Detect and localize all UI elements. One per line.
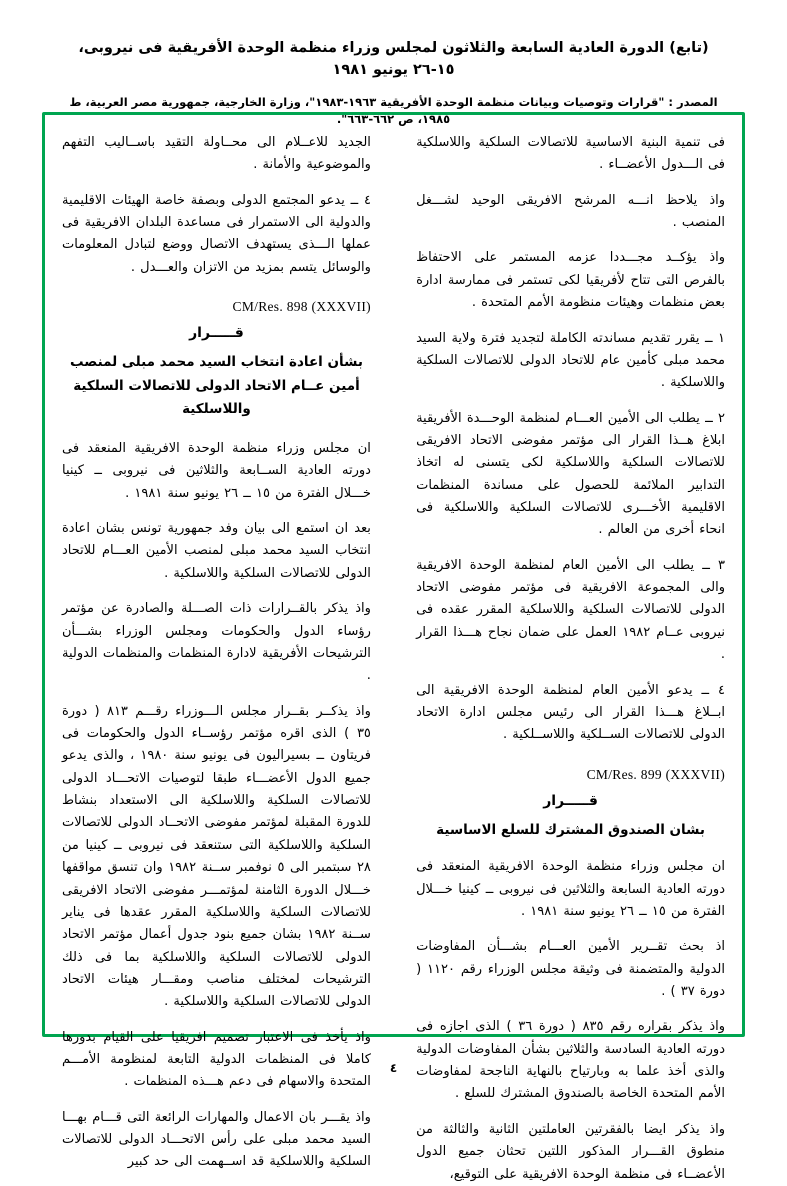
paragraph: واذ يذكر بالقــرارات ذات الصـــلة والصادرة عن مؤتمر رؤساء الدول والحكومات ومجلس الوزراء بشـــأن الترشيحات الأفريقية لادارة المنظمات والمنظمات الدولية .	[62, 601, 371, 684]
paragraph: واذ يقـــر بان الاعمال والمهارات الرائعة التى قـــام بهـــا السيد محمد مبلى على رأس الاتحـــاد الدولى للاتصالات السلكية واللاسلكية قد اســهمت الى حد كبير	[62, 1109, 371, 1170]
resolution-title: بشأن اعادة انتخاب السيد محمد مبلى لمنصب أمين عــام الاتحاد الدولى للاتصالات السلكية واللاسلكية	[69, 354, 363, 418]
paragraph: واذ يؤكــد مجـــددا عزمه المستمر على الاحتفاظ بالفرص التى تتاح لأفريقيا لكى تستمر فى ممارسة ادارة بعض منظمات وهيئات منظومة الأمم المتحدة .	[416, 250, 725, 311]
paragraph: ان مجلس وزراء منظمة الوحدة الافريقية المنعقد فى دورته العادية الســابعة والثلاثين فى نيروبى ــ كينيا خـــلال الفترة من ١٥ ــ ٢٦ يونيو سنة ١٩٨١ .	[62, 441, 371, 501]
paragraph: واذ يلاحظ انـــه المرشح الافريقى الوحيد لشـــغل المنصب .	[416, 192, 725, 231]
paragraph: اذ بحث تقــرير الأمين العـــام بشـــأن المفاوضات الدولية والمتضمنة فى وثيقة مجلس الوزراء رقم ١١٢٠ ( دورة ٣٧ ) .	[416, 939, 725, 1000]
resolution-code: CM/Res. 899 (XXXVII)	[586, 766, 725, 782]
page-number: ٤	[389, 1061, 398, 1075]
resolution-label: قـــــرار	[543, 792, 598, 809]
column-left	[412, 130, 726, 1182]
paragraph: ١ ــ يقرر تقديم مساندته الكاملة لتجديد فترة ولاية السيد محمد مبلى كأمين عام للاتحاد الدولى للاتصالات السلكية واللاسلكية .	[416, 330, 725, 391]
resolution-code: CM/Res. 898 (XXXVII)	[232, 299, 371, 315]
columns-container	[61, 129, 726, 1182]
source-note: المصدر : "قرارات وتوصيات وبيانات منظمة الوحدة الأفريقية ١٩٦٣-١٩٨٣"، وزارة الخارجية، جمهورية مصر العربية، ط ١٩٨٥، ص ٦٦٢-٦٦٣".	[69, 94, 718, 126]
paragraph: ٣ ــ يطلب الى الأمين العام لمنظمة الوحدة الافريقية والى المجموعة الافريقية فى مؤتمر مفوضى الاتحاد الدولى للاتصالات السلكية واللاسلكية المقرر عقده فى نيروبى عــام ١٩٨٢ العمل على ضمان نجاح هـــذا القرار .	[416, 557, 726, 663]
paragraph: بعد ان استمع الى بيان وفد جمهورية تونس بشان اعادة انتخاب السيد محمد مبلى لمنصب الأمين العـــام للاتحاد الدولى للاتصالات السلكية واللاسلكية .	[62, 521, 371, 581]
paragraph: واذ يأخذ فى الاعتبار تصميم افريقيا على القيام بدورها كاملا فى المنظمات الدولية التابعة لمنظومة الأمـــم المتحدة والاسهام فى دعم هـــذه المنظمات .	[62, 1029, 371, 1090]
paragraph: ٢ ــ يطلب الى الأمين العـــام لمنظمة الوحـــدة الأفريقية ابلاغ هــذا القرار الى مؤتمر مفوضى الاتحاد الافريقى للاتصالات السلكية واللاسلكية لكى يتسنى له اتخاذ التدابير الملائمة للحصول على مساندة المنظمات الاقليمية الأخـــرى للاتصالات السلكية واللاسلكية فى انحاء أخرى من العالم .	[416, 410, 725, 538]
paragraph: الجديد للاعــلام الى محــاولة التقيد باســاليب التفهم والموضوعية والأمانة .	[62, 135, 371, 173]
paragraph: فى تنمية البنية الاساسية للاتصالات السلكية واللاسلكية فى الـــدول الأعضــاء .	[416, 135, 725, 173]
paragraph: واذ يذكر ايضا بالفقرتين العاملتين الثانية والثالثة من منطوق القـــرار المذكور اللتين تحثان جميع الدول الأعضــاء فى منظمة الوحدة الافريقية على التوقيع،	[416, 1121, 725, 1182]
paragraph: ان مجلس وزراء منظمة الوحدة الافريقية المنعقد فى دورته العادية السابعة والثلاثين فى نيروبى ــ كينيا خـــلال الفترة من ١٥ ــ ٢٦ يونيو سنة ١٩٨١ .	[416, 859, 725, 919]
paragraph: ٤ ــ يدعو الأمين العام لمنظمة الوحدة الافريقية الى ابــلاغ هـــذا القرار الى رئيس مجلس ادارة الاتحاد الدولى للاتصالات الســلكية واللاســلكية .	[416, 682, 725, 743]
page-title: (تابع) الدورة العادية السابعة والثلاثون لمجلس وزراء منظمة الوحدة الأفريقية فى نيروبى، ١٥-٢٦ يونيو ١٩٨١	[78, 40, 709, 78]
content-frame	[42, 112, 745, 1182]
paragraph: واذ يذكــر بقــرار مجلس الـــوزراء رقـــم ٨١٣ ( دورة ٣٥ ) الذى اقره مؤتمر رؤســاء الدول والحكومات فى فريتاون ــ بسيراليون فى يونيو سنة ١٩٨٠ ، والذى يدعو جميع الدول الأعضـــاء طبقا لتوصيات الاتحـــاد الدولى للاتصالات السلكية واللاسلكية الى الاستعداد بنشاط للدورة المقبلة لمؤتمر مفوضى الاتحــاد الدولى للاتصالات السلكية واللاسلكية التى ستنعقد فى نيروبى ــ كينيا من ٢٨ سبتمبر الى ٥ نوفمبر ســنة ١٩٨٢ وان تنسق مواقفها خـــلال الدورة الثامنة لمؤتمـــر مفوضى الاتحاد الافريقى للاتصالات السلكية واللاسلكية المقرر عقدها فى يناير ســنة ١٩٨٢ بشان جميع بنود جدول أعمال مؤتمر الاتحاد الدولى للاتصالات السلكية واللاسلكية بما فى ذلك الترشيحات لمختلف مناصب ومقـــار هيئات الاتحاد الدولى للاتصالات السلكية واللاسلكية .	[62, 703, 371, 1010]
paragraph: واذ يذكر بقراره رقم ٨٣٥ ( دورة ٣٦ ) الذى اجازه فى دورته العادية السادسة والثلاثين بشأن المفاوضات الدولية والذى أخذ علما به وبارتياح بالنهاية الناجحة لمفاوضات الأمم المتحدة الخاصة بالصندوق المشترك للسلع .	[416, 1019, 726, 1102]
resolution-label: قـــــرار	[189, 325, 244, 342]
column-right	[62, 130, 375, 1170]
resolution-title: بشان الصندوق المشترك للسلع الاساسية	[436, 821, 705, 838]
paragraph: ٤ ــ يدعو المجتمع الدولى وبصفة خاصة الهيئات الاقليمية والدولية الى الاستمرار فى مساعدة البلدان الافريقية فى عملها الـــذى يستهدف الاتصال ووضع لتبادل المعلومات والوسائل يتسم بمزيد من الاتزان والعـــدل .	[62, 192, 371, 275]
